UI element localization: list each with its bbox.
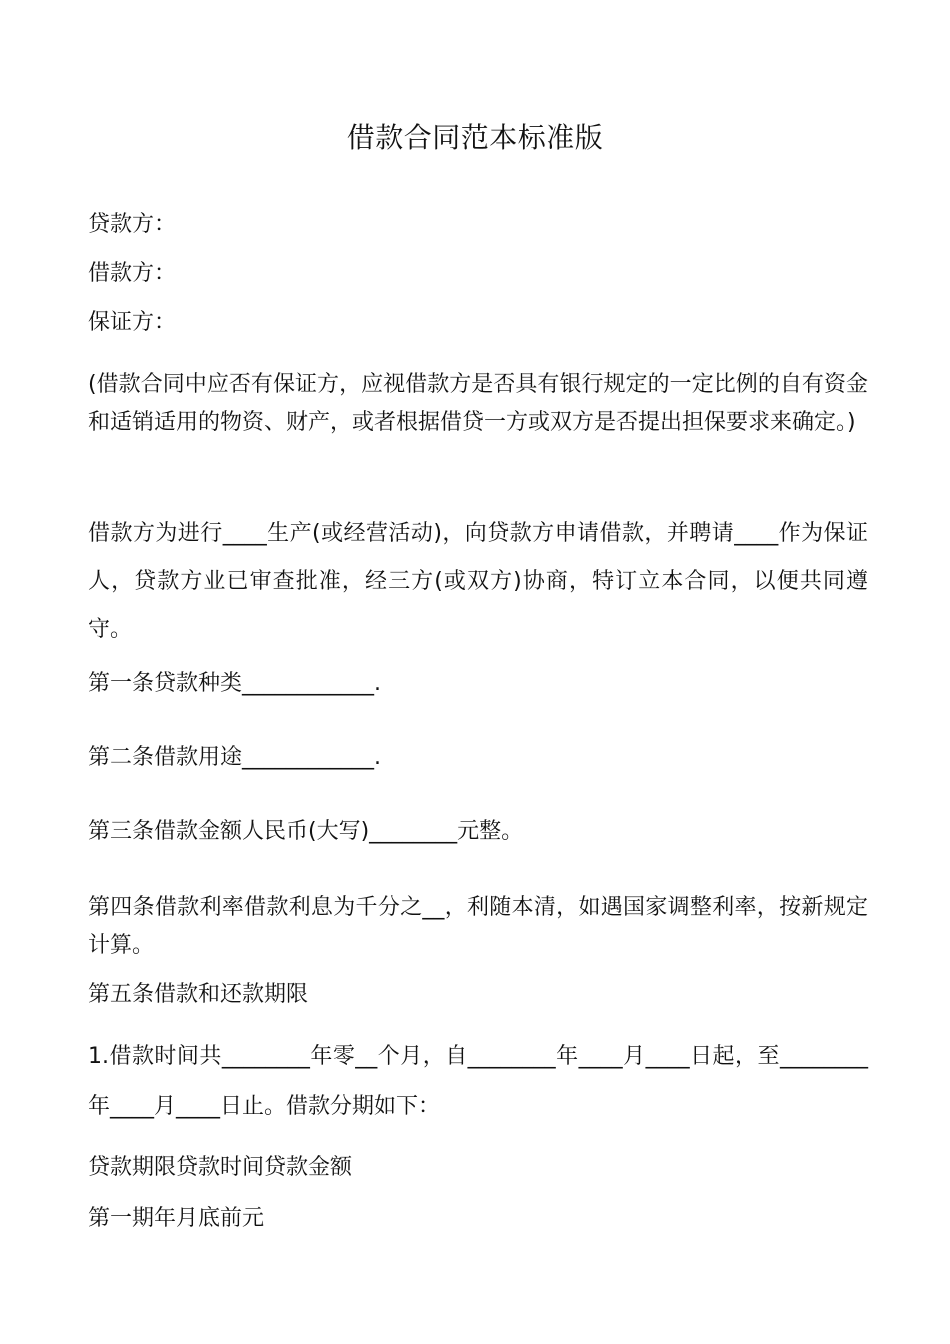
article-5: 第五条借款和还款期限: [88, 982, 309, 1007]
contract-intro: 借款方为进行____生产(或经营活动)，向贷款方申请借款，并聘请____作为保证人，贷款方业已审查批准，经三方(或双方)协商，特订立本合同，以便共同遵守。: [88, 521, 868, 642]
borrower-label: 借款方：: [88, 261, 177, 286]
schedule-row: 第一期年月底前元: [88, 1206, 265, 1231]
schedule-header: 贷款期限贷款时间贷款金额: [88, 1155, 353, 1180]
guarantor-note: (借款合同中应否有保证方，应视借款方是否具有银行规定的一定比例的自有资金和适销适用的物资、财产，或者根据借贷一方或双方是否提出担保要求来确定。): [88, 372, 868, 435]
lender-label: 贷款方：: [88, 212, 177, 237]
article-3: 第三条借款金额人民币(大写)________元整。: [88, 819, 524, 844]
guarantor-label: 保证方：: [88, 310, 177, 335]
article-4: 第四条借款利率借款利息为千分之__，利随本清，如遇国家调整利率，按新规定计算。: [88, 895, 868, 958]
article-1: 第一条贷款种类____________.: [88, 671, 381, 696]
loan-term-clause: 1.借款时间共________年零__个月，自________年____月____日起，至________年____月____日止。借款分期如下：: [88, 1044, 868, 1119]
document-title: 借款合同范本标准版: [346, 121, 604, 154]
article-2: 第二条借款用途____________.: [88, 745, 381, 770]
